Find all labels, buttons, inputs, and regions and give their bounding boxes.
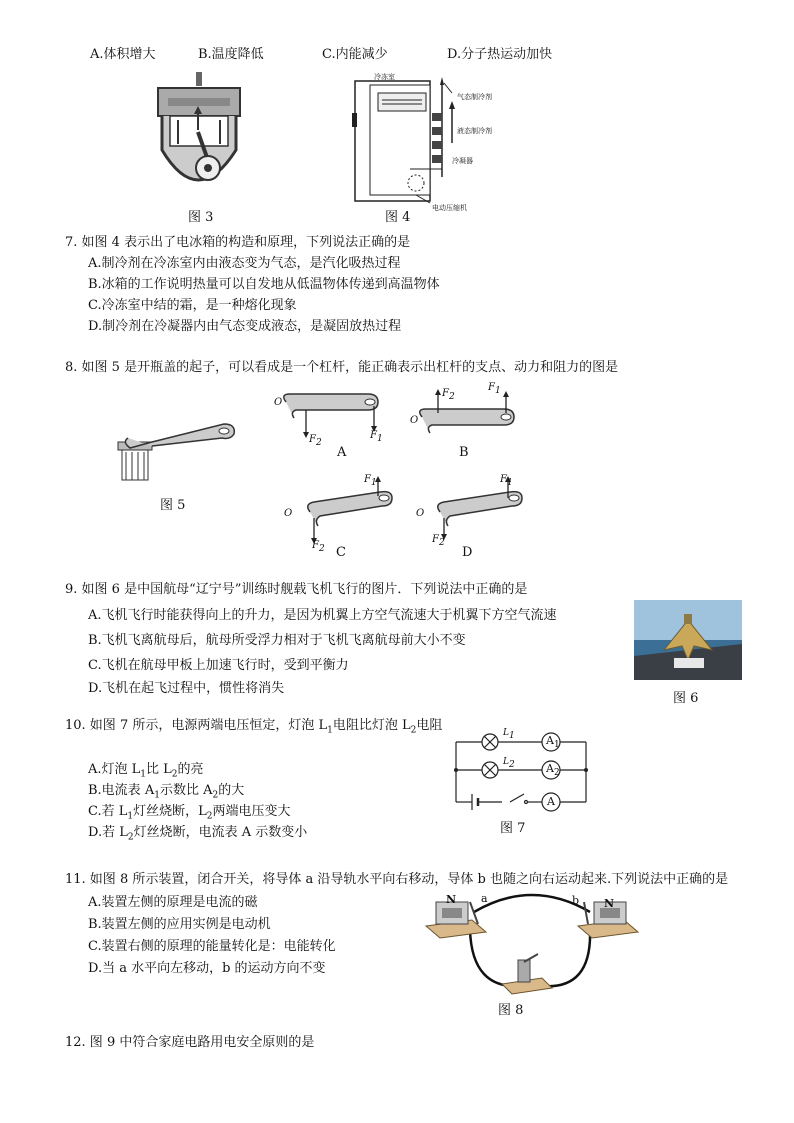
fig7-meter-a1: $A_1$ (546, 734, 560, 751)
fig4-label-compressor: 电动压缩机 (432, 204, 467, 212)
q6-option-d: D.分子热运动加快 (447, 47, 553, 62)
q9-option-d: D.飞机在起飞过程中，惯性将消失 (88, 681, 285, 696)
panel-a-pivot: O (274, 397, 283, 408)
panel-a-f2: $F_2$ (309, 434, 322, 448)
panel-b-label: B (459, 445, 469, 460)
figure-3-caption: 图 3 (188, 210, 214, 225)
figure-6-caption: 图 6 (673, 691, 699, 706)
figure-6-photo (634, 600, 742, 680)
fig7-meter-a2: $A_2$ (546, 762, 560, 779)
panel-d-pivot: O (416, 508, 425, 519)
q10-stem-line1: 10. 如图 7 所示，电源两端电压恒定，灯泡 $L_1$电阻比灯泡 $L_2$电阻 (65, 718, 443, 736)
panel-a-f1: $F_1$ (370, 430, 383, 444)
panel-d-f1: $F_1$ (500, 474, 513, 488)
panel-b-f1: $F_1$ (488, 382, 501, 396)
panel-a-label: A (337, 445, 347, 460)
q6-option-a: A.体积增大 (90, 47, 156, 62)
q11-option-c: C.装置右侧的原理的能量转化是：电能转化 (88, 939, 336, 954)
figure-8-caption: 图 8 (498, 1003, 524, 1018)
fig8-label-n-left: N (446, 893, 457, 906)
q11-stem: 11. 如图 8 所示装置，闭合开关，将导体 a 沿导轨水平向右移动，导体 b 也随之向右运动起来.下列说法中正确的是 (65, 872, 729, 887)
q7-option-d: D.制冷剂在冷凝器内由气态变成液态，是凝固放热过程 (88, 319, 402, 334)
figure-5-bottle-opener (112, 412, 242, 482)
fig7-meter-a: A (547, 795, 555, 808)
fig8-label-a: a (481, 892, 488, 905)
fig7-label-l1: $L_1$ (503, 728, 515, 741)
panel-c-pivot: O (284, 508, 293, 519)
fig8-label-b: b (572, 894, 580, 907)
q9-stem: 9. 如图 6 是中国航母“辽宁号”训练时舰载飞机飞行的图片．下列说法中正确的是 (65, 582, 528, 597)
q10-option-b: B.电流表 $A_1$示数比 $A_2$的大 (88, 783, 245, 801)
fig4-label-gas: 气态制冷剂 (457, 93, 492, 101)
q12-stem: 12. 图 9 中符合家庭电路用电安全原则的是 (65, 1035, 315, 1050)
q9-option-a: A.飞机飞行时能获得向上的升力，是因为机翼上方空气流速大于机翼下方空气流速 (88, 608, 557, 623)
q9-option-b: B.飞机飞离航母后，航母所受浮力相对于飞机飞离航母前大小不变 (88, 633, 466, 648)
q9-option-c: C.飞机在航母甲板上加速飞行时，受到平衡力 (88, 658, 349, 673)
figure-3-engine (148, 70, 248, 200)
q7-option-b: B.冰箱的工作说明热量可以自发地从低温物体传递到高温物体 (88, 277, 440, 292)
q8-stem: 8. 如图 5 是开瓶盖的起子，可以看成是一个杠杆，能正确表示出杠杆的支点、动力和阻力的图是 (65, 360, 619, 375)
q11-option-d: D.当 a 水平向左移动，b 的运动方向不变 (88, 961, 326, 976)
panel-c-label: C (336, 545, 346, 560)
panel-d-f2: $F_2$ (432, 534, 445, 548)
figure-7-caption: 图 7 (500, 821, 526, 836)
panel-b-pivot: O (410, 415, 419, 426)
q10-option-a: A.灯泡 $L_1$比 $L_2$的亮 (88, 762, 204, 780)
fig4-label-liquid: 液态制冷剂 (457, 127, 492, 135)
q7-stem: 7. 如图 4 表示出了电冰箱的构造和原理，下列说法正确的是 (65, 235, 411, 250)
q6-option-b: B.温度降低 (198, 47, 264, 62)
fig4-label-freezer: 冷冻室 (374, 73, 395, 81)
q7-option-c: C.冷冻室中结的霜，是一种熔化现象 (88, 298, 297, 313)
q6-option-c: C.内能减少 (322, 47, 388, 62)
panel-c-f1: $F_1$ (364, 474, 377, 488)
lever-panel-b (412, 385, 522, 445)
q7-option-a: A.制冷剂在冷冻室内由液态变为气态，是汽化吸热过程 (88, 256, 401, 271)
lever-panel-c (290, 476, 400, 548)
figure-4-caption: 图 4 (385, 210, 411, 225)
panel-d-label: D (462, 545, 473, 560)
fig4-label-condenser: 冷凝器 (452, 157, 473, 165)
figure-7-circuit (452, 728, 592, 814)
fig7-label-l2: $L_2$ (503, 757, 515, 770)
q10-option-d: D.若 $L_2$灯丝烧断，电流表 A 示数变小 (88, 825, 308, 843)
q10-option-c: C.若 $L_1$灯丝烧断，$L_2$两端电压变大 (88, 804, 291, 822)
q11-option-b: B.装置左侧的应用实例是电动机 (88, 917, 271, 932)
fig8-label-n-right: N (604, 897, 615, 910)
q11-option-a: A.装置左侧的原理是电流的磁 (88, 895, 258, 910)
panel-c-f2: $F_2$ (312, 540, 325, 554)
panel-b-f2: $F_2$ (442, 388, 455, 402)
figure-5-caption: 图 5 (160, 498, 186, 513)
